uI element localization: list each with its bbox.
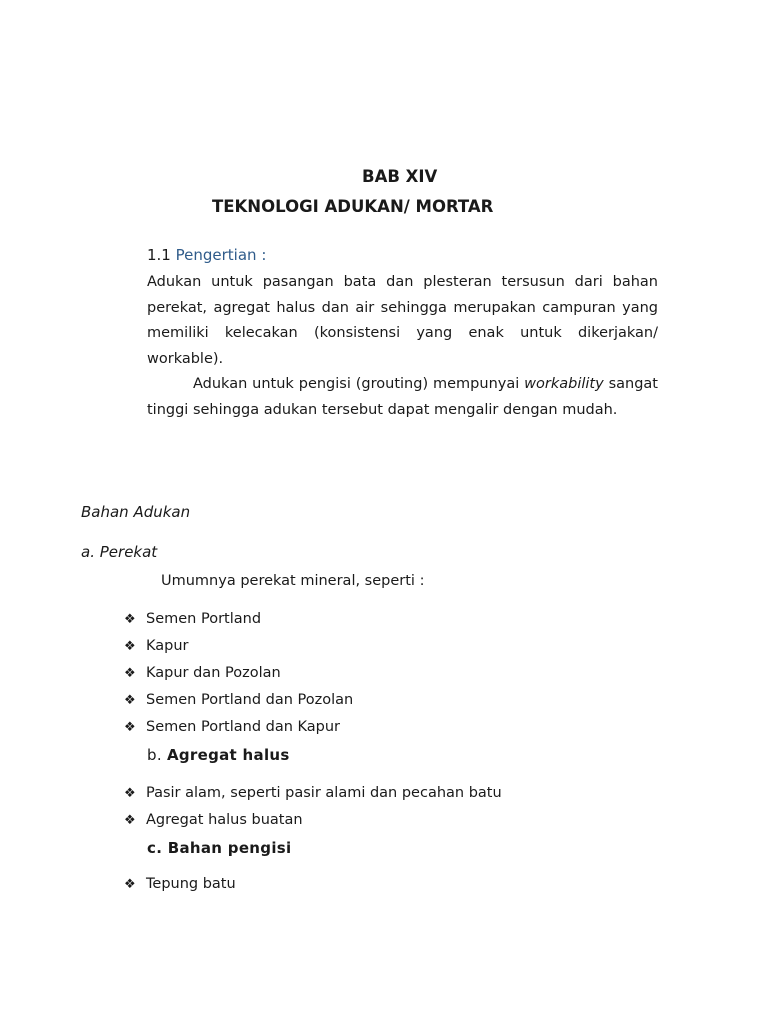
list-item [124, 876, 236, 898]
perekat-prefix: a. [81, 543, 95, 561]
list-item-text: Pasir alam, seperti pasir alami dan pecahan batu [146, 785, 502, 801]
list-item-text: Tepung batu [146, 876, 236, 892]
bullet-icon: ❖ [124, 720, 136, 735]
section-label: Pengertian : [175, 246, 267, 264]
agregat-heading [147, 746, 290, 764]
paragraph-grouting [147, 372, 658, 423]
bahan-heading: Bahan Adukan [81, 503, 191, 521]
perekat-intro: Umumnya perekat mineral, seperti : [161, 573, 425, 589]
pengisi-label: Bahan pengisi [167, 839, 292, 857]
list-item [124, 785, 502, 807]
bullet-icon: ❖ [124, 786, 136, 801]
bullet-icon: ❖ [124, 639, 136, 654]
agregat-label: Agregat halus [166, 746, 290, 764]
section-heading [147, 246, 266, 264]
paragraph-grouting-italic: workability [524, 376, 604, 392]
agregat-prefix: b. [147, 746, 162, 764]
bullet-icon: ❖ [124, 877, 136, 892]
bullet-icon: ❖ [124, 612, 136, 627]
list-item [124, 719, 340, 741]
perekat-label: Perekat [99, 543, 158, 561]
bullet-icon: ❖ [124, 693, 136, 708]
list-item [124, 638, 189, 660]
list-item [124, 812, 303, 834]
pengisi-prefix: c. [147, 839, 163, 857]
chapter-number: BAB XIV [362, 167, 438, 186]
chapter-title: TEKNOLOGI ADUKAN/ MORTAR [212, 197, 494, 216]
list-item-text: Semen Portland dan Kapur [146, 719, 341, 735]
section-number: 1.1 [147, 246, 171, 264]
list-item [124, 665, 281, 687]
list-item-text: Semen Portland dan Pozolan [146, 692, 354, 708]
list-item-text: Kapur [146, 638, 189, 654]
list-item-text: Kapur dan Pozolan [146, 665, 281, 681]
paragraph-grouting-end: sangat tinggi sehingga adukan tersebut dapat mengalir dengan mudah. [147, 376, 658, 418]
perekat-heading [81, 543, 157, 561]
bullet-icon: ❖ [124, 666, 136, 681]
list-item [124, 611, 261, 633]
pengisi-heading [147, 839, 291, 857]
paragraph-definition: Adukan untuk pasangan bata dan plesteran tersusun dari bahan perekat, agregat halus dan air sehingga merupakan campuran yang memiliki kelecakan (konsistensi yang enak untuk dikerjakan/ workable). [147, 274, 658, 367]
bullet-icon: ❖ [124, 813, 136, 828]
list-item-text: Semen Portland [146, 611, 262, 627]
list-item [124, 692, 353, 714]
paragraph-grouting-start: Adukan untuk pengisi (grouting) mempunyai [193, 376, 525, 392]
list-item-text: Agregat halus buatan [146, 812, 303, 828]
